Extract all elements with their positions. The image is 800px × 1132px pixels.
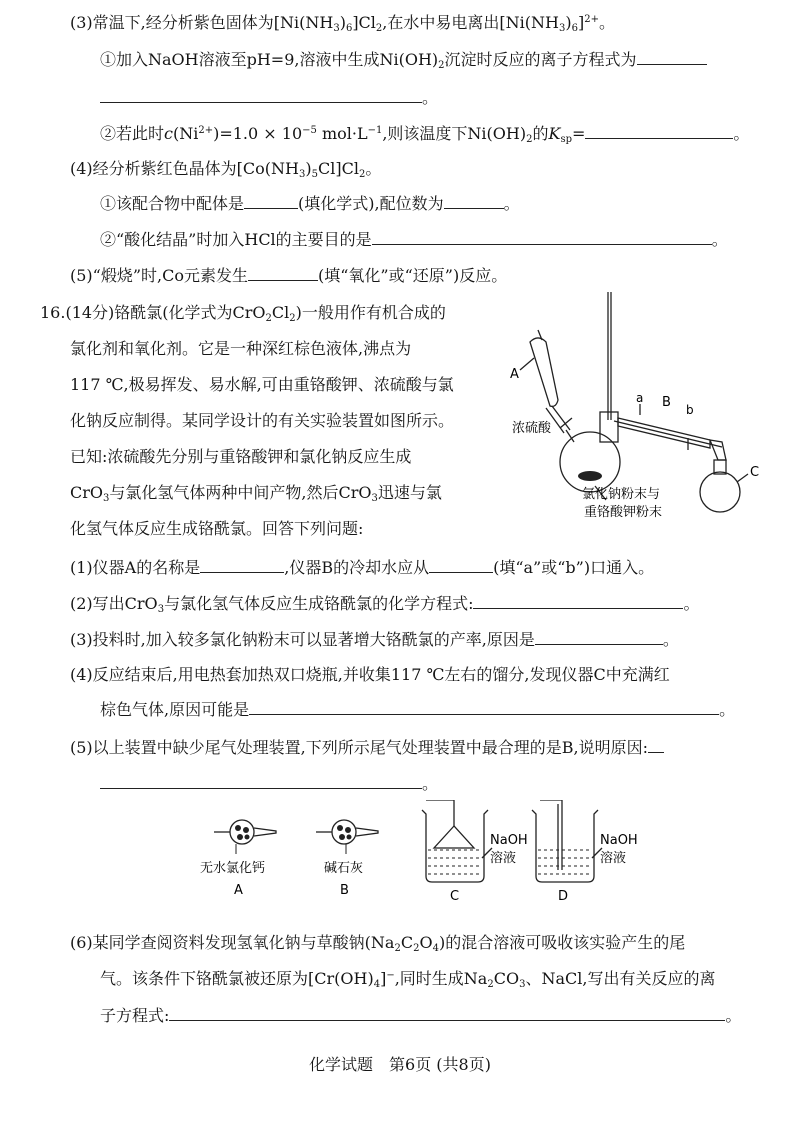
answer-blank[interactable] (249, 698, 719, 715)
absorber-C-sol1: NaOH (490, 833, 528, 848)
q16-part2: (2)写出CrO$_3$与氯化氢气体反应生成铬酰氯的化学方程式: 。 (70, 594, 700, 615)
q16-part5-cont: 。 (100, 772, 438, 795)
q16-line6: CrO$_3$与氯化氢气体两种中间产物,然后CrO$_3$迅速与氯 (70, 483, 442, 504)
answer-blank[interactable] (372, 228, 712, 245)
q4-title: (4)经分析紫红色晶体为$[Co(NH_3)_5Cl]Cl_2$。 (70, 159, 382, 180)
q3-part1: ①加入NaOH溶液至pH=9,溶液中生成$Ni(OH)_2$沉淀时反应的离子方程式为 (100, 48, 707, 71)
label-powder-2: 重铬酸钾粉末 (584, 505, 663, 520)
label-A: A (510, 367, 519, 382)
label-a: a (636, 391, 644, 405)
q3-part2: ②若此时$c(Ni^{2+})=1.0 \times 10^{-5}$ $mol\cdot L^{-1}$,则该温度下$Ni(OH)_2$的$K_{sp}=$ 。 (100, 124, 750, 145)
answer-blank[interactable] (100, 772, 422, 789)
absorbers-diagram (200, 800, 660, 920)
absorber-D-sol1: NaOH (600, 833, 638, 848)
answer-blank[interactable] (535, 628, 663, 645)
q16-part1: (1)仪器A的名称是 ,仪器B的冷却水应从 (填“a”或“b”)口通入。 (70, 558, 655, 577)
absorber-B-letter: B (340, 883, 349, 898)
q16-part6-cont2: 子方程式: 。 (100, 1006, 742, 1025)
q16-part4-cont: 棕色气体,原因可能是 。 (100, 700, 736, 719)
answer-blank[interactable] (637, 48, 707, 65)
q16-part3: (3)投料时,加入较多氯化钠粉末可以显著增大铬酰氯的产率,原因是 。 (70, 630, 679, 649)
absorber-A-letter: A (234, 883, 243, 898)
absorber-C-letter: C (450, 889, 460, 904)
q4-part1: ①该配合物中配体是 (填化学式),配位数为 。 (100, 194, 520, 213)
q16-part4: (4)反应结束后,用电热套加热双口烧瓶,并收集117 ℃左右的馏分,发现仪器C中充满红 (70, 665, 670, 684)
q5: (5)“煅烧”时,Co元素发生 (填“氧化”或“还原”)反应。 (70, 266, 508, 285)
absorber-C-sol2: 溶液 (490, 851, 517, 866)
apparatus-diagram (500, 290, 770, 530)
label-powder-1: 氯化钠粉末与 (582, 487, 661, 502)
q16-part6: (6)某同学查阅资料发现氢氧化钠与草酸钠$(Na_2C_2O_4)$的混合溶液可吸收该实验产生的尾 (70, 933, 686, 954)
answer-blank[interactable] (169, 1004, 725, 1021)
q16-part5: (5)以上装置中缺少尾气处理装置,下列所示尾气处理装置中最合理的是B,说明原因: (70, 736, 664, 759)
answer-blank[interactable] (100, 86, 422, 103)
q3-part1-cont: 。 (100, 86, 438, 109)
absorber-D-sol2: 溶液 (600, 851, 627, 866)
q16-line1: 16.(14分)铬酰氯(化学式为$CrO_2Cl_2$)一般用作有机合成的 (40, 303, 446, 324)
q16-line3: 117 ℃,极易挥发、易水解,可由重铬酸钾、浓硫酸与氯 (70, 375, 454, 394)
q16-line7: 化氢气体反应生成铬酰氯。回答下列问题: (70, 519, 364, 538)
q16-line2: 氯化剂和氧化剂。它是一种深红棕色液体,沸点为 (70, 339, 412, 358)
label-b: b (686, 403, 694, 417)
answer-blank[interactable] (244, 192, 298, 209)
q4-part2: ②“酸化结晶”时加入HCl的主要目的是 。 (100, 230, 728, 249)
answer-blank[interactable] (248, 264, 318, 281)
answer-blank[interactable] (200, 556, 284, 573)
page-footer: 化学试题 第6页 (共8页) (309, 1055, 491, 1074)
answer-blank[interactable] (444, 192, 504, 209)
absorber-D-letter: D (558, 889, 569, 904)
absorber-A-label: 无水氯化钙 (200, 861, 266, 876)
answer-blank[interactable] (473, 592, 683, 609)
label-B: B (662, 395, 671, 410)
answer-blank[interactable] (429, 556, 493, 573)
answer-blank[interactable] (585, 122, 733, 139)
q16-part6-cont1: 气。该条件下铬酰氯被还原为$[Cr(OH)_4]^-$,同时生成$Na_2CO_3$、NaCl,写出有关反应的离 (100, 969, 716, 990)
q16-line4: 化钠反应制得。某同学设计的有关实验装置如图所示。 (70, 411, 455, 430)
q3-title: (3)常温下,经分析紫色固体为$[Ni(NH_3)_6]Cl_2$,在水中易电离出$[Ni(NH_3)_6]^{2+}$。 (70, 13, 615, 34)
absorber-B-label: 碱石灰 (324, 861, 364, 876)
label-C: C (750, 465, 760, 480)
q16-line5: 已知:浓硫酸先分别与重铬酸钾和氯化钠反应生成 (70, 447, 412, 466)
answer-blank[interactable] (648, 736, 664, 753)
label-acid: 浓硫酸 (512, 421, 552, 436)
